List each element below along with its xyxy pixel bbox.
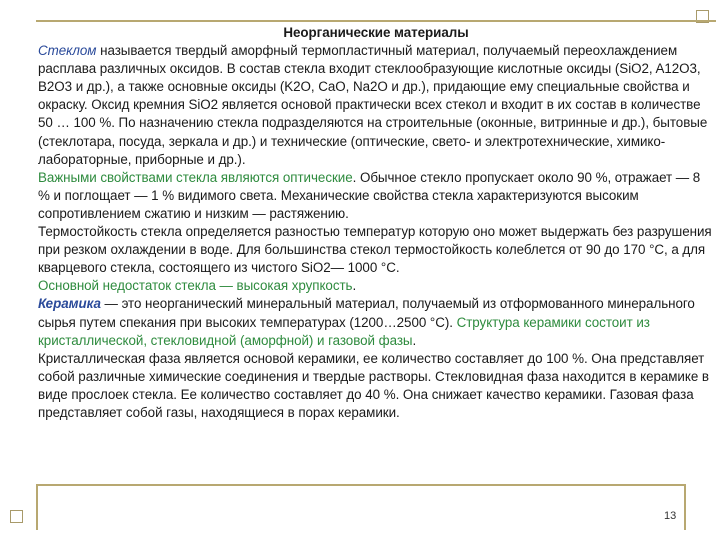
ceramics-definition-text: — это неорганический минеральный материал, получаемый из отформованного минерального сырья путем спекания при высоких температурах (1200…2500 °С). <box>38 296 695 330</box>
bottom-left-rule <box>36 484 38 530</box>
glass-optical-text: . Обычное стекло пропускает около 90 %, отражает — 8 % и поглощает — 1 % видимого света. Механические свойства стекла характеризуются высоким сопротивлением сжатию и низким — растяжению. <box>38 169 701 221</box>
ceramics-structure-highlight: Структура керамики состоит из кристаллической, стекловидной (аморфной) и газовой фазы <box>38 314 650 348</box>
slide-body <box>38 24 714 422</box>
ceramics-structure-end: . <box>412 332 417 348</box>
ceramics-phases-paragraph: Кристаллическая фаза является основой керамики, ее количество составляет до 100 %. Она представляет собой различные химические соединения и твердые растворы. Стекловидная фаза находится в керамике в виде прослоек стекла. Ее количество составляет до 40 %. Она снижает качество керамики. Газовая фаза представляет собой газы, находящиеся в порах керамики. <box>38 350 709 420</box>
glass-drawback-highlight: Основной недостаток стекла — высокая хрупкость <box>38 278 353 294</box>
glass-drawback-end: . <box>352 278 357 294</box>
bottom-rule <box>36 484 684 486</box>
corner-marker-bottom-left <box>10 510 23 523</box>
glass-optical-paragraph <box>38 169 714 223</box>
glass-thermal-paragraph: Термостойкость стекла определяется разностью температур которую оно может выдержать без разрушения при резком охлаждении в воде. Для большинства стекол термостойкость колеблется от 90 до 170 °С, а для кварцевого стекла, состоящего из чистого SiO2— 1000 °С. <box>38 224 712 276</box>
bottom-right-rule <box>684 484 686 530</box>
glass-term: Стеклом <box>38 43 97 59</box>
slide-title: Неорганические материалы <box>283 25 469 40</box>
ceramics-term: Керамика <box>38 296 101 312</box>
top-rule <box>36 20 716 22</box>
glass-definition-paragraph <box>38 42 714 169</box>
glass-optical-highlight: Важными свойствами стекла являются оптические <box>38 169 353 185</box>
glass-definition-text: называется твердый аморфный термопластичный материал, получаемый переохлаждением расплава различных оксидов. В состав стекла входит стеклообразующие кислотные оксиды (SiO2, A12O3, B2O3 и др.), а также основные оксиды (K2O, CaO, Na2O и др.), придающие ему специальные свойства и окраску. Оксид кремния SiO2 является основой практически всех стекол и входит в их состав в количестве 50 … 100 %. По назначению стекла подразделяются на строительные (оконные, витринные и др.), бытовые (стеклотара, посуда, зеркала и др.) и технические (оптические, свето- и электротехнические, химико-лабораторные, приборные и др.). <box>38 43 708 167</box>
ceramics-definition-paragraph <box>38 295 714 349</box>
glass-drawback-paragraph <box>38 277 714 295</box>
page-number: 13 <box>664 510 677 522</box>
